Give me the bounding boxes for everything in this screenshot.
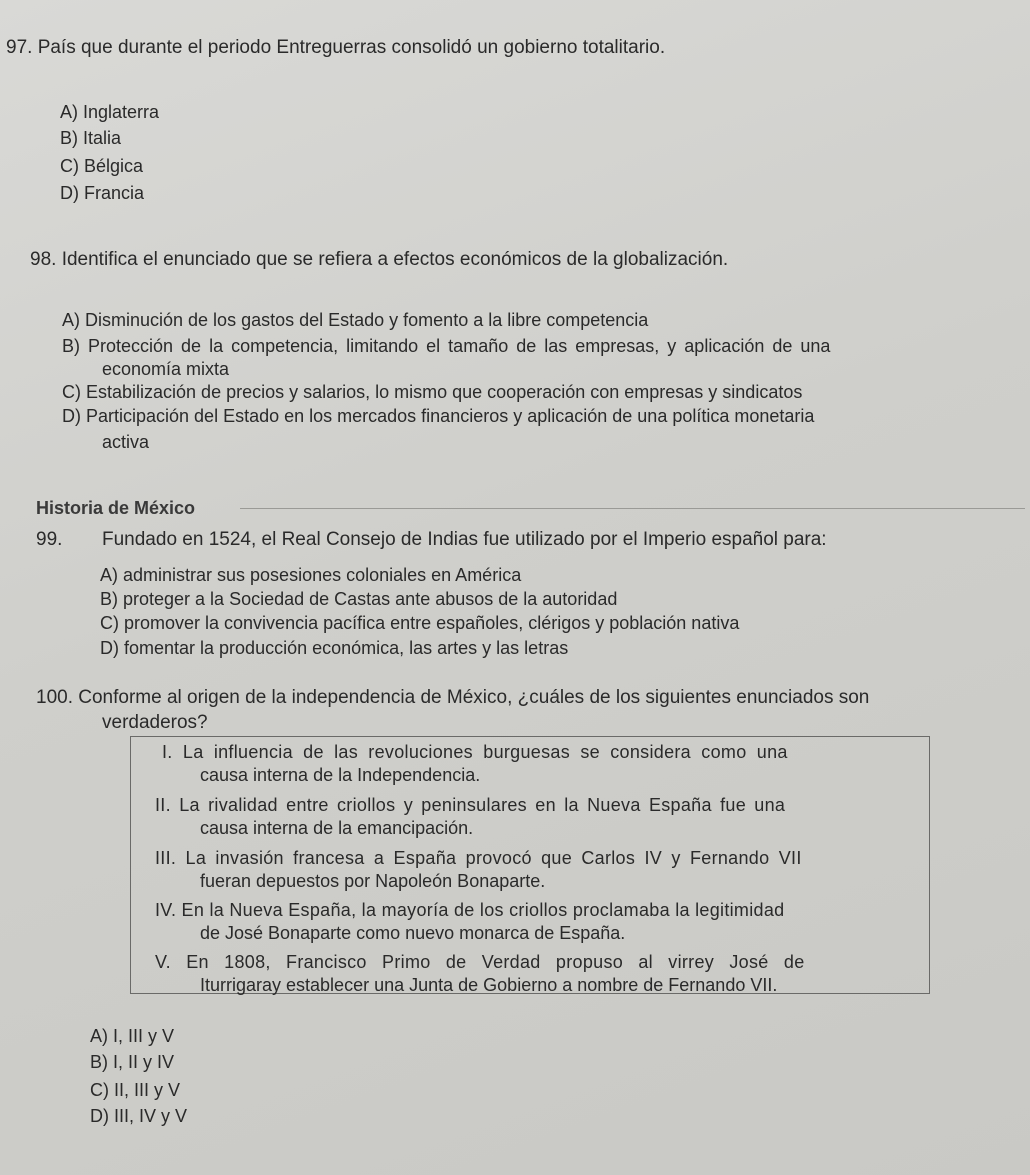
statement-3: III. La invasión francesa a España provocó que Carlos IV y Fernando VII — [155, 848, 802, 868]
option-98-b: B) Protección de la competencia, limitando el tamaño de las empresas, y aplicación de una — [62, 336, 831, 356]
statement-5-cont: Iturrigaray establecer una Junta de Gobierno a nombre de Fernando VII. — [200, 975, 778, 995]
option-97-b: B) Italia — [60, 128, 122, 148]
option-100-a: A) I, III y V — [90, 1026, 175, 1046]
question-99-number: 99. — [36, 529, 63, 550]
option-99-c: C) promover la convivencia pacífica entre españoles, clérigos y población nativa — [100, 613, 740, 633]
statement-2-cont: causa interna de la emancipación. — [200, 818, 474, 838]
option-99-b: B) proteger a la Sociedad de Castas ante abusos de la autoridad — [100, 589, 618, 609]
option-100-d: D) III, IV y V — [90, 1106, 188, 1126]
question-100-cont: verdaderos? — [102, 712, 208, 733]
statement-4: IV. En la Nueva España, la mayoría de los criollos proclamaba la legitimidad — [155, 900, 785, 920]
option-100-c: C) II, III y V — [90, 1080, 181, 1100]
statement-5: V. En 1808, Francisco Primo de Verdad propuso al virrey José de — [155, 952, 805, 972]
option-98-c: C) Estabilización de precios y salarios, lo mismo que cooperación con empresas y sindicatos — [62, 382, 803, 402]
statement-2: II. La rivalidad entre criollos y peninsulares en la Nueva España fue una — [155, 795, 786, 815]
statement-1: I. La influencia de las revoluciones burguesas se considera como una — [162, 742, 788, 762]
section-divider — [240, 508, 1025, 509]
question-98: 98. Identifica el enunciado que se refiera a efectos económicos de la globalización. — [30, 249, 729, 270]
question-99: Fundado en 1524, el Real Consejo de Indias fue utilizado por el Imperio español para: — [102, 529, 827, 550]
question-97: 97. País que durante el periodo Entreguerras consolidó un gobierno totalitario. — [6, 37, 666, 58]
option-97-a: A) Inglaterra — [60, 102, 160, 122]
option-97-d: D) Francia — [60, 183, 145, 203]
option-98-d-cont: activa — [102, 432, 150, 452]
statement-3-cont: fueran depuestos por Napoleón Bonaparte. — [200, 871, 546, 891]
question-100: 100. Conforme al origen de la independencia de México, ¿cuáles de los siguientes enunciados son — [36, 687, 870, 708]
option-100-b: B) I, II y IV — [90, 1052, 175, 1072]
statement-1-cont: causa interna de la Independencia. — [200, 765, 481, 785]
statement-4-cont: de José Bonaparte como nuevo monarca de España. — [200, 923, 626, 943]
option-98-a: A) Disminución de los gastos del Estado y fomento a la libre competencia — [62, 310, 649, 330]
section-heading: Historia de México — [36, 498, 196, 518]
option-98-b-cont: economía mixta — [102, 359, 230, 379]
option-99-d: D) fomentar la producción económica, las artes y las letras — [100, 638, 569, 658]
option-99-a: A) administrar sus posesiones coloniales en América — [100, 565, 522, 585]
option-98-d: D) Participación del Estado en los mercados financieros y aplicación de una política monetaria — [62, 406, 815, 426]
option-97-c: C) Bélgica — [60, 156, 144, 176]
